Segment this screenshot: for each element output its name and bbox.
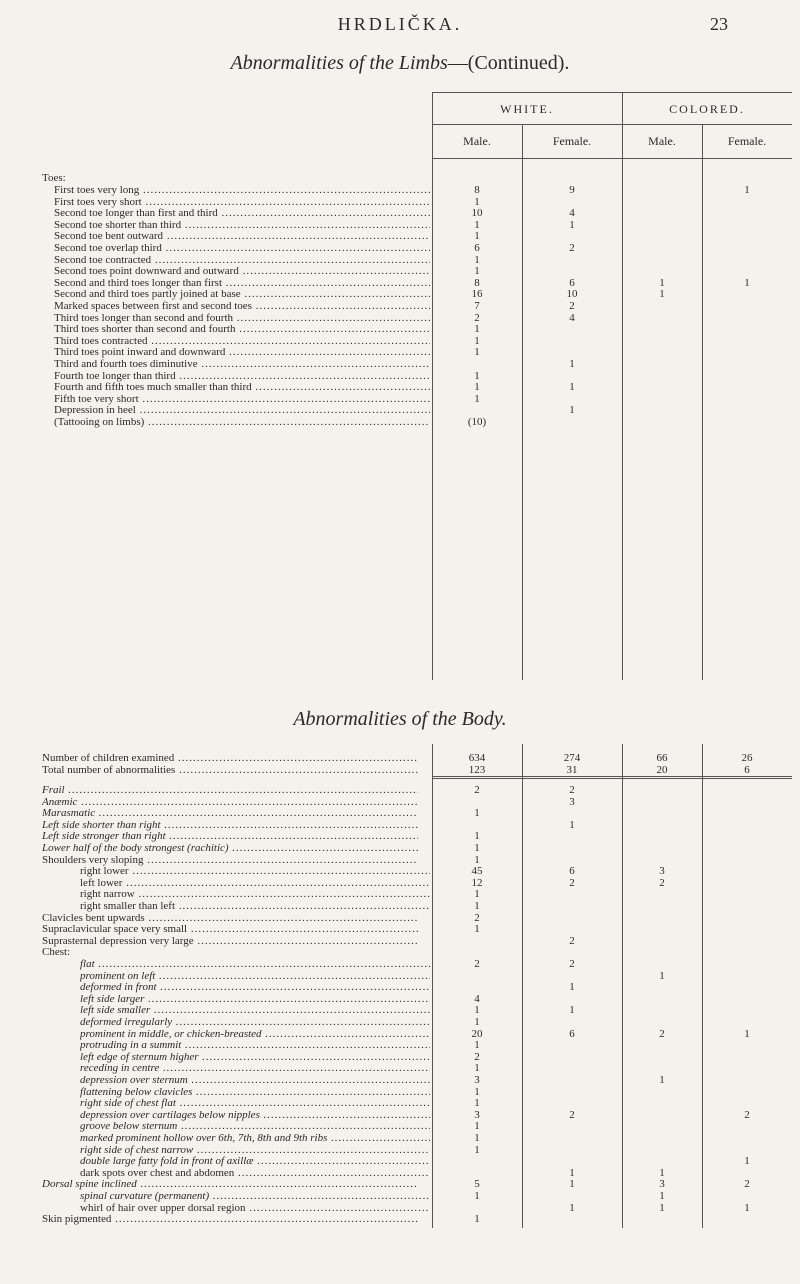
cell-value: 1 [569,818,575,831]
cell-value: 3 [659,1178,665,1191]
table-rule [432,124,792,125]
row-label: deformed irregularly ..... [80,1016,430,1028]
table-row [0,300,800,312]
cell-value: 3 [474,1074,480,1086]
cell-value: 1 [744,276,750,289]
row-label: Chest: [42,946,71,959]
cell-value: 2 [569,300,575,312]
table-row [0,1051,800,1063]
table-row [0,381,800,393]
table-row [0,764,800,776]
cell-value: 20 [471,1027,483,1040]
row-label: First toes very short ..... [54,196,430,208]
row-label: left lower ..... [80,877,430,889]
row-label: protruding in a summit ..... [80,1039,430,1051]
cell-value: 2 [569,784,575,796]
category-row [0,172,800,184]
row-label: deformed in front ..... [80,981,430,993]
table-row [0,1039,800,1051]
table-row [0,830,800,842]
row-label: Left side stronger than right ..... [42,830,418,842]
row-label: Suprasternal depression very large ..... [42,935,418,947]
table-row [0,807,800,819]
row-label: left side smaller ..... [80,1004,430,1016]
cell-value: 1 [474,1062,480,1075]
cell-value: 4 [474,992,480,1005]
row-label: Total number of abnormalities ..... [42,764,418,776]
row-label: Second toe bent outward ..... [54,230,430,242]
row-label: (Tattooing on limbs) ..... [54,416,430,428]
cell-value: 45 [471,865,483,878]
row-label: marked prominent hollow over 6th, 7th, 8th and 9th ribs ..... [80,1132,430,1144]
table-row [0,416,800,428]
table-row [0,923,800,935]
table-row [0,888,800,900]
row-label: Dorsal spine inclined ..... [42,1178,418,1190]
row-label: depression over sternum ..... [80,1074,430,1086]
row-label: Marasmatic ..... [42,807,418,819]
table-row [0,1028,800,1040]
row-label: Fifth toe very short ..... [54,393,430,405]
cell-value: 6 [569,276,575,289]
table-row [0,346,800,358]
cell-value: 5 [474,1178,480,1191]
category-label: Toes: [42,172,66,184]
cell-value: 2 [659,1027,665,1040]
row-label: right lower ..... [80,865,430,877]
cell-value: 2 [569,1108,575,1121]
row-label: Second and third toes longer than first ..... [54,277,430,289]
cell-value: 1 [569,981,575,994]
table-row [0,784,800,796]
table-row [0,1155,800,1167]
table-row [0,1167,800,1179]
row-label: groove below sternum ..... [80,1120,430,1132]
cell-value: 1 [474,923,480,936]
row-label: whirl of hair over upper dorsal region ..... [80,1202,430,1214]
cell-value: 1 [474,334,480,347]
cell-value: 634 [468,752,486,764]
cell-value: 1 [474,218,480,231]
row-label: Second toe contracted ..... [54,254,430,266]
table-row [0,323,800,335]
row-label: Second toe overlap third ..... [54,242,430,254]
cell-value: 1 [474,1085,480,1098]
row-label: double large fatty fold in front of axillæ ..... [80,1155,430,1167]
cell-value: 1 [569,358,575,370]
cell-value: 1 [569,1004,575,1017]
row-label: Second toe longer than first and third ..... [54,207,430,219]
cell-value: 2 [744,1108,750,1121]
table-row [0,854,800,866]
table-row [0,196,800,208]
row-label: Frail ..... [42,784,418,796]
cell-value: 1 [474,1213,480,1226]
row-label: right side of chest flat ..... [80,1097,430,1109]
table-row [0,752,800,764]
cell-value: 1 [474,842,480,854]
row-label: Anæmic ..... [42,796,418,808]
cell-value: (10) [467,416,487,428]
table-row [0,1190,800,1202]
cell-value: 66 [656,752,668,764]
table-row [0,1109,800,1121]
cell-value: 4 [569,311,575,324]
row-label: right side of chest narrow ..... [80,1144,430,1156]
table-row [0,358,800,370]
table-row [0,1004,800,1016]
cell-value: 1 [744,1155,750,1168]
cell-value: 8 [474,276,480,289]
cell-value: 1 [569,404,575,417]
row-label: Fourth toe longer than third ..... [54,370,430,382]
cell-value: 4 [569,207,575,220]
table-rule [432,92,792,93]
cell-value: 1 [474,1097,480,1110]
cell-value: 1 [474,1016,480,1028]
table-row [0,1086,800,1098]
row-label: Shoulders very sloping ..... [42,854,418,866]
table-row [0,1178,800,1190]
table-row [0,912,800,924]
cell-value: 1 [659,1201,665,1214]
row-label: right smaller than left ..... [80,900,430,912]
table-row [0,335,800,347]
table-row [0,1097,800,1109]
cell-value: 3 [659,865,665,878]
cell-value: 2 [474,958,480,970]
cell-value: 1 [474,392,480,405]
cell-value: 1 [474,1132,480,1144]
cell-value: 1 [569,1166,575,1179]
cell-value: 6 [569,1027,575,1040]
table-row [0,900,800,912]
cell-value: 6 [569,865,575,878]
cell-value: 1 [744,184,750,196]
cell-value: 2 [569,876,575,889]
row-label: Left side shorter than right ..... [42,819,418,831]
row-label: Second toes point downward and outward ..... [54,265,430,277]
table-row [0,842,800,854]
row-label: right narrow ..... [80,888,430,900]
row-label: Second and third toes partly joined at base ..... [54,288,430,300]
table-row [0,877,800,889]
cell-value: 1 [474,195,480,208]
cell-value: 20 [656,764,668,776]
row-label: Third and fourth toes diminutive ..... [54,358,430,370]
cell-value: 2 [659,876,665,889]
row-label: left side larger ..... [80,993,430,1005]
cell-value: 1 [474,230,480,243]
cell-value: 2 [474,911,480,924]
cell-value: 1 [659,288,665,301]
cell-value: 26 [741,752,753,764]
table-row [0,1213,800,1225]
table-row [0,254,800,266]
cell-value: 8 [474,184,480,196]
cell-value: 1 [474,1143,480,1156]
table-row [0,946,800,958]
table-rule [432,778,792,779]
body-title: Abnormalities of the Body. [293,708,507,730]
cell-value: 1 [474,853,480,866]
cell-value: 1 [474,900,480,912]
table-row [0,265,800,277]
table-row [0,993,800,1005]
cell-value: 2 [569,242,575,254]
cell-value: 2 [474,784,480,796]
table-row [0,1120,800,1132]
row-label: Third toes point inward and downward ..... [54,346,430,358]
table-row [0,1132,800,1144]
table-row [0,207,800,219]
row-label: Skin pigmented ..... [42,1213,418,1225]
cell-value: 1 [474,381,480,394]
table-row [0,1144,800,1156]
col-header-white-male: Male. [463,134,491,148]
cell-value: 274 [563,752,581,764]
table-row [0,184,800,196]
col-header-colored-male: Male. [648,134,676,148]
cell-value: 3 [474,1108,480,1121]
row-label: Marked spaces between first and second toes ..... [54,300,430,312]
row-label: spinal curvature (permanent) ..... [80,1190,430,1202]
table-row [0,277,800,289]
table-row [0,393,800,405]
table-row [0,219,800,231]
cell-value: 1 [659,276,665,289]
row-label: Second toe shorter than third ..... [54,219,430,231]
cell-value: 2 [569,934,575,947]
limbs-title-suffix: —(Continued). [447,52,570,74]
table-row [0,404,800,416]
cell-value: 1 [659,1190,665,1202]
row-label: flat ..... [80,958,430,970]
cell-value: 6 [474,242,480,254]
running-title: HRDLIČKA. [337,14,463,34]
col-header-white-female: Female. [552,134,592,148]
cell-value: 1 [474,253,480,266]
cell-value: 10 [566,288,578,301]
cell-value: 2 [744,1178,750,1191]
cell-value: 16 [471,288,483,301]
cell-value: 1 [659,969,665,982]
row-label: prominent in middle, or chicken-breasted ..... [80,1028,430,1040]
row-label: Supraclavicular space very small ..... [42,923,418,935]
cell-value: 1 [474,265,480,278]
cell-value: 1 [474,1120,480,1133]
table-row [0,796,800,808]
body-section-title [0,708,800,731]
table-row [0,819,800,831]
limbs-title: Abnormalities of the Limbs [230,52,448,74]
row-label: receding in centre ..... [80,1062,430,1074]
table-row [0,981,800,993]
cell-value: 1 [474,807,480,820]
page-header [0,14,800,44]
table-row [0,312,800,324]
row-label: Lower half of the body strongest (rachitic) ..... [42,842,418,854]
row-label: Third toes shorter than second and fourth ..... [54,323,430,335]
cell-value: 1 [659,1166,665,1179]
table-row [0,288,800,300]
row-label: Number of children examined ..... [42,752,418,764]
limbs-section-title [0,52,800,75]
table-row [0,958,800,970]
table-row [0,865,800,877]
cell-value: 3 [569,795,575,808]
page-number: 23 [710,14,728,34]
table-row [0,970,800,982]
row-label: First toes very long ..... [54,184,430,196]
cell-value: 1 [569,1201,575,1214]
cell-value: 1 [569,1178,575,1191]
cell-value: 1 [474,1004,480,1017]
cell-value: 31 [566,764,578,776]
cell-value: 7 [474,300,480,312]
cell-value: 1 [474,830,480,843]
table-row [0,370,800,382]
cell-value: 1 [474,369,480,382]
row-label: Third toes longer than second and fourth ..... [54,312,430,324]
row-label: Fourth and fifth toes much smaller than third ..... [54,381,430,393]
cell-value: 1 [474,1039,480,1052]
row-label: prominent on left ..... [80,970,430,982]
row-label: depression over cartilages below nipples ..... [80,1109,430,1121]
table-rule [432,776,792,777]
cell-value: 1 [474,888,480,901]
table-row [0,242,800,254]
row-label: Depression in heel ..... [54,404,430,416]
cell-value: 2 [474,1050,480,1063]
table-rule [432,158,792,159]
cell-value: 1 [744,1201,750,1214]
cell-value: 2 [569,958,575,970]
cell-value: 1 [474,1190,480,1202]
table-row [0,1062,800,1074]
cell-value: 9 [569,184,575,196]
cell-value: 6 [744,764,750,776]
row-label: Third toes contracted ..... [54,335,430,347]
col-header-colored-female: Female. [727,134,767,148]
group-header-colored: COLORED. [669,102,745,116]
table-row [0,1016,800,1028]
row-label: dark spots over chest and abdomen ..... [80,1167,430,1179]
cell-value: 123 [468,764,486,776]
cell-value: 1 [474,346,480,359]
cell-value: 1 [569,218,575,231]
cell-value: 10 [471,207,483,220]
cell-value: 2 [474,311,480,324]
table-row [0,1074,800,1086]
table-row [0,230,800,242]
row-label: left edge of sternum higher ..... [80,1051,430,1063]
table-row [0,1202,800,1214]
cell-value: 1 [569,381,575,394]
row-label: flattening below clavicles ..... [80,1086,430,1098]
cell-value: 1 [659,1074,665,1086]
cell-value: 1 [744,1027,750,1040]
cell-value: 1 [474,323,480,336]
row-label: Clavicles bent upwards ..... [42,912,418,924]
group-header-white: WHITE. [500,102,554,116]
cell-value: 12 [471,876,483,889]
table-row [0,935,800,947]
